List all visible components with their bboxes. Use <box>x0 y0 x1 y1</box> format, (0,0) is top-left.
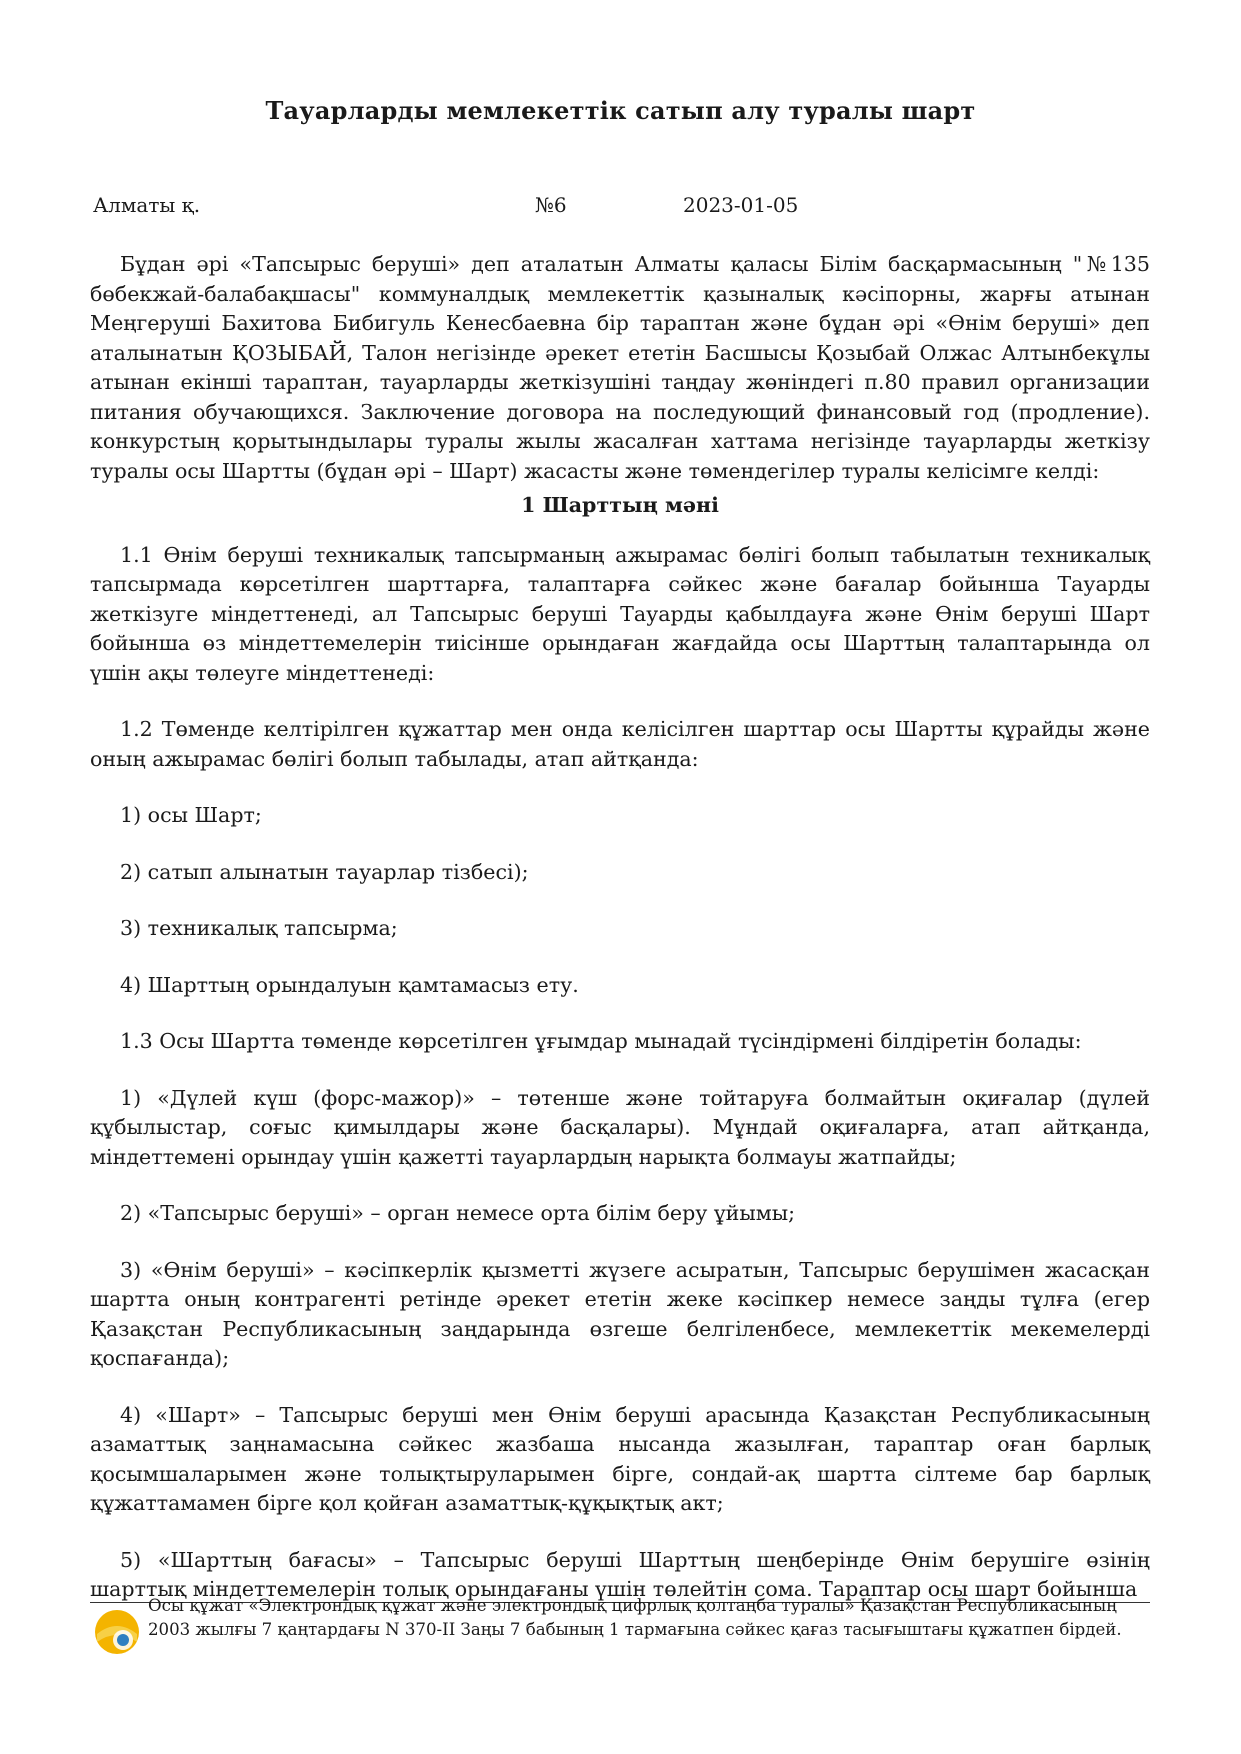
clause-1-2: 1.2 Төменде келтірілген құжаттар мен онда келісілген шарттар осы Шартты құрайды және оның ажырамас бөлігі болып табылады, атап айтқанда: <box>90 717 1150 771</box>
definition-item: 1) «Дүлей күш (форс-мажор)» – төтенше және тойтаруға болмайтын оқиғалар (дүлей құбылыстар, соғыс қимылдары және басқалары). Мұндай оқиғаларға, атап айтқанда, міндеттемені орындау үшін қажетті тауарлардың нарықта болмауы жатпайды; <box>90 1085 1150 1169</box>
definition-item: 5) «Шарттың бағасы» – Тапсырыс беруші Шарттың шеңберінде Өнім берушіге өзінің шарттық міндеттемелерін толық орындағаны үшін төлейтін сома. Тараптар осы шарт бойынша <box>90 1547 1150 1601</box>
definition-item: 4) «Шарт» – Тапсырыс беруші мен Өнім беруші арасында Қазақстан Республикасының азаматтық заңнамасына сәйкес жазбаша нысанда жазылған, тараптар оған барлық қосымшаларымен және толықтыруларымен бірге, сондай-ақ шартта сілтеме бар барлық құжаттамамен бірге қол қойған азаматтық-құқықтық акт; <box>90 1402 1150 1515</box>
clause-1-1: 1.1 Өнім беруші техникалық тапсырманың ажырамас бөлігі болып табылатын техникалық тапсырмада көрсетілген шарттарға, талаптарға сәйкес және бағалар бойынша Тауарды жеткізуге міндеттенеді, ал Тапсырыс беруші Тауарды қабылдауға және Өнім беруші Шарт бойынша өз міндеттемелерін тиісінше орындаған жағдайда осы Шарттың талаптарында ол үшін ақы төлеуге міндеттенеді: <box>90 542 1150 685</box>
list-item: 4) Шарттың орындалуын қамтамасыз ету. <box>120 972 579 997</box>
definition-item: 2) «Тапсырыс беруші» – орган немесе орта білім беру ұйымы; <box>120 1201 796 1225</box>
clause-1-3: 1.3 Осы Шартта төменде көрсетілген ұғымдар мынадай түсіндірмені білдіретін болады: <box>120 1029 1082 1053</box>
intro-paragraph: Бұдан әрі «Тапсырыс беруші» деп аталатын Алматы қаласы Білім басқармасының "№135 бөбекжай-балабақшасы" коммуналдық мемлекеттік қазыналық кәсіпорны, жарғы атынан Меңгеруші Бахитова Бибигуль Кенесбаевна бір тараптан және бұдан әрі «Өнім беруші» деп аталынатын ҚОЗЫБАЙ, Талон негізінде әрекет ететін Басшысы Қозыбай Олжас Алтынбекұлы атынан екінші тараптан, тауарларды жеткізушіні таңдау жөніндегі п.80 правил организации питания обучающихся. Заключение договора на последующий финансовый год (продление). конкурстың қорытындылары туралы жылы жасалған хаттама негізінде тауарларды жеткізу туралы осы Шартты (бұдан әрі – Шарт) жасасты және төмендегілер туралы келісімге келді: <box>90 252 1150 483</box>
definition-item: 3) «Өнім беруші» – кәсіпкерлік қызметті жүзеге асыратын, Тапсырыс берушімен жасасқан шартта оның контрагенті ретінде әрекет ететін жеке кәсіпкер немесе заңды тұлға (егер Қазақстан Республикасының заңдарында өзгеше белгіленбесе, мемлекеттік мекемелерді қоспағанда); <box>90 1257 1150 1370</box>
list-item: 1) осы Шарт; <box>120 803 262 827</box>
document-city: Алматы қ. <box>93 193 201 217</box>
section-1-heading: 1 Шарттың мәні <box>521 493 719 517</box>
footer <box>93 1594 1153 1704</box>
document-title: Тауарларды мемлекеттік сатып алу туралы шарт <box>265 96 976 125</box>
list-item: 3) техникалық тапсырма; <box>120 916 398 940</box>
sun-logo-icon <box>93 1608 141 1656</box>
document-body <box>90 250 1150 1632</box>
document-date: 2023-01-05 <box>683 193 799 217</box>
document-number: №6 <box>535 193 567 217</box>
footer-legal-text: Осы құжат «Электрондық құжат және электрондық цифрлық қолтаңба туралы» Қазақстан Республикасының 2003 жылғы 7 қаңтардағы N 370-II Заңы 7 бабының 1 тармағына сәйкес қағаз тасығыштағы құжатпен бірдей. <box>148 1596 1122 1639</box>
list-item: 2) сатып алынатын тауарлар тізбесі); <box>120 859 529 884</box>
